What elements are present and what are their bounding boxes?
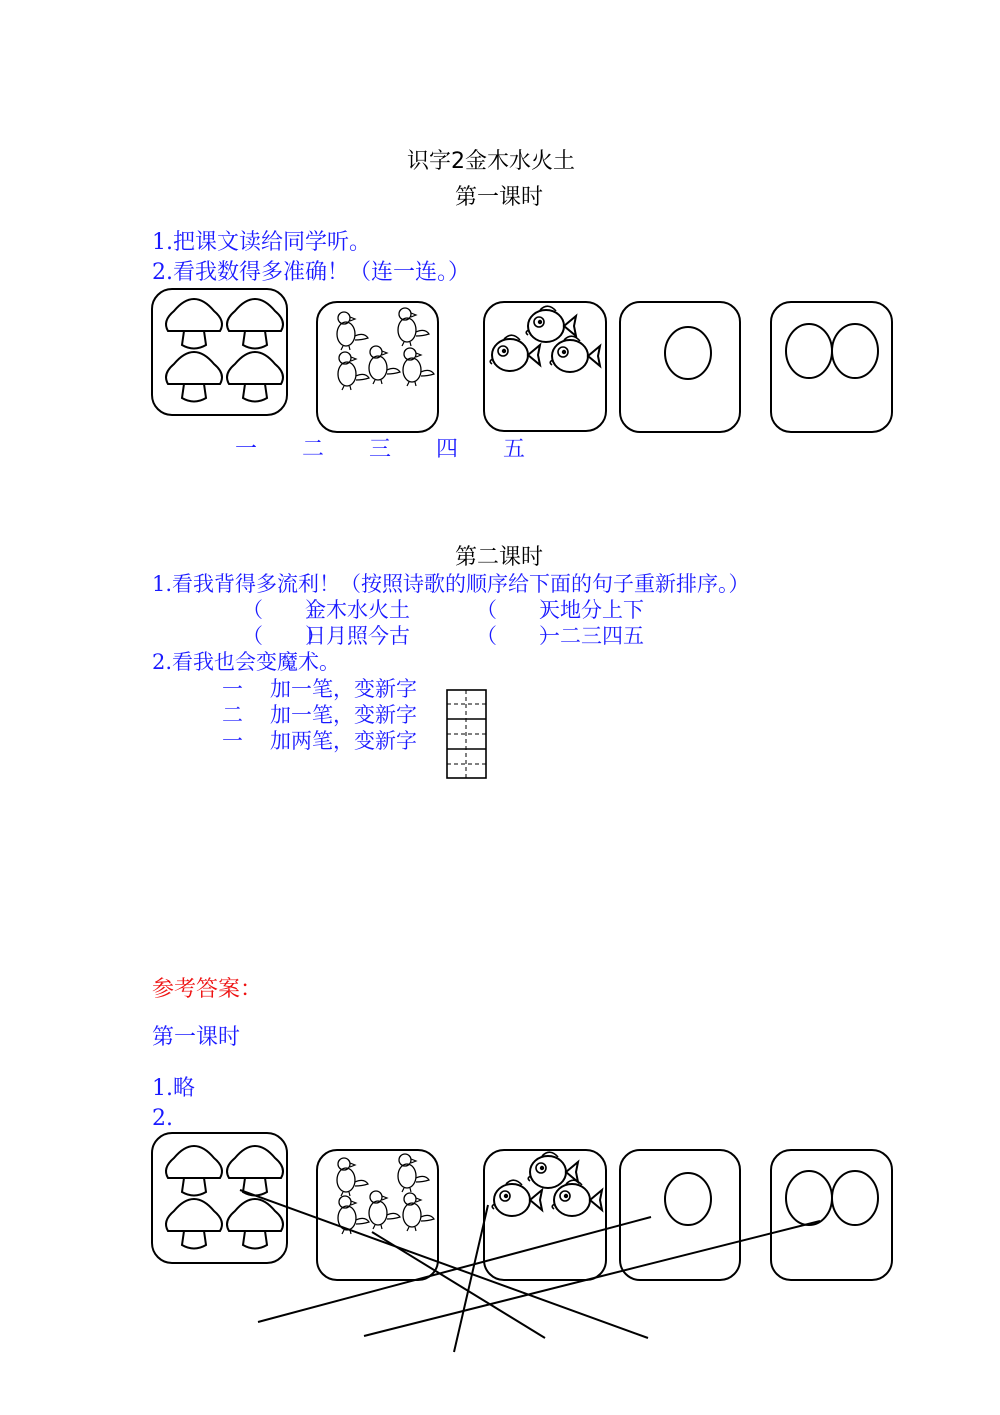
answer-card-two-ovals bbox=[771, 1150, 892, 1280]
answers-heading: 参考答案： bbox=[152, 977, 263, 1002]
order-blank-1[interactable]: （ ） bbox=[242, 598, 326, 622]
number-3: 三 bbox=[369, 437, 392, 462]
lesson2-question-2: 2.看我也会变魔术。 bbox=[152, 650, 341, 674]
order-blank-4[interactable]: （ ） bbox=[476, 624, 560, 648]
magic-rule-2: 加一笔，变新字 bbox=[270, 703, 417, 727]
order-text-1: 金木水火土 bbox=[305, 598, 410, 622]
lesson2-question-1: 1.看我背得多流利！（按照诗歌的顺序给下面的句子重新排序。） bbox=[152, 572, 750, 596]
answer-2: 2. bbox=[152, 1106, 173, 1131]
order-text-3: 日月照今古 bbox=[305, 624, 410, 648]
answer-card-fish bbox=[484, 1150, 606, 1280]
order-blank-2[interactable]: （ ） bbox=[476, 598, 560, 622]
number-5: 五 bbox=[503, 437, 526, 462]
magic-rule-1: 加一笔，变新字 bbox=[270, 677, 417, 701]
magic-base-2: 二 bbox=[222, 703, 243, 727]
magic-base-3: 一 bbox=[222, 729, 243, 753]
answer-card-mushrooms bbox=[152, 1133, 287, 1263]
answer-card-one-oval bbox=[620, 1150, 740, 1280]
number-4: 四 bbox=[436, 437, 459, 462]
lesson1-question-2: 2.看我数得多准确！（连一连。） bbox=[152, 260, 470, 285]
number-2: 二 bbox=[302, 437, 325, 462]
lesson2-heading: 第二课时 bbox=[455, 545, 544, 570]
answers-lesson: 第一课时 bbox=[152, 1025, 241, 1050]
lesson1-heading: 第一课时 bbox=[455, 185, 544, 210]
matching-lines bbox=[240, 1190, 820, 1352]
magic-base-1: 一 bbox=[222, 677, 243, 701]
order-text-4: 一二三四五 bbox=[539, 624, 644, 648]
page-title: 识字2金木水火土 bbox=[407, 149, 575, 174]
lesson1-question-1: 1.把课文读给同学听。 bbox=[152, 230, 371, 255]
magic-rule-3: 加两笔，变新字 bbox=[270, 729, 417, 753]
number-1: 一 bbox=[235, 437, 258, 462]
answer-1: 1.略 bbox=[152, 1076, 195, 1101]
order-blank-3[interactable]: （ ） bbox=[242, 624, 326, 648]
order-text-2: 天地分上下 bbox=[539, 598, 644, 622]
